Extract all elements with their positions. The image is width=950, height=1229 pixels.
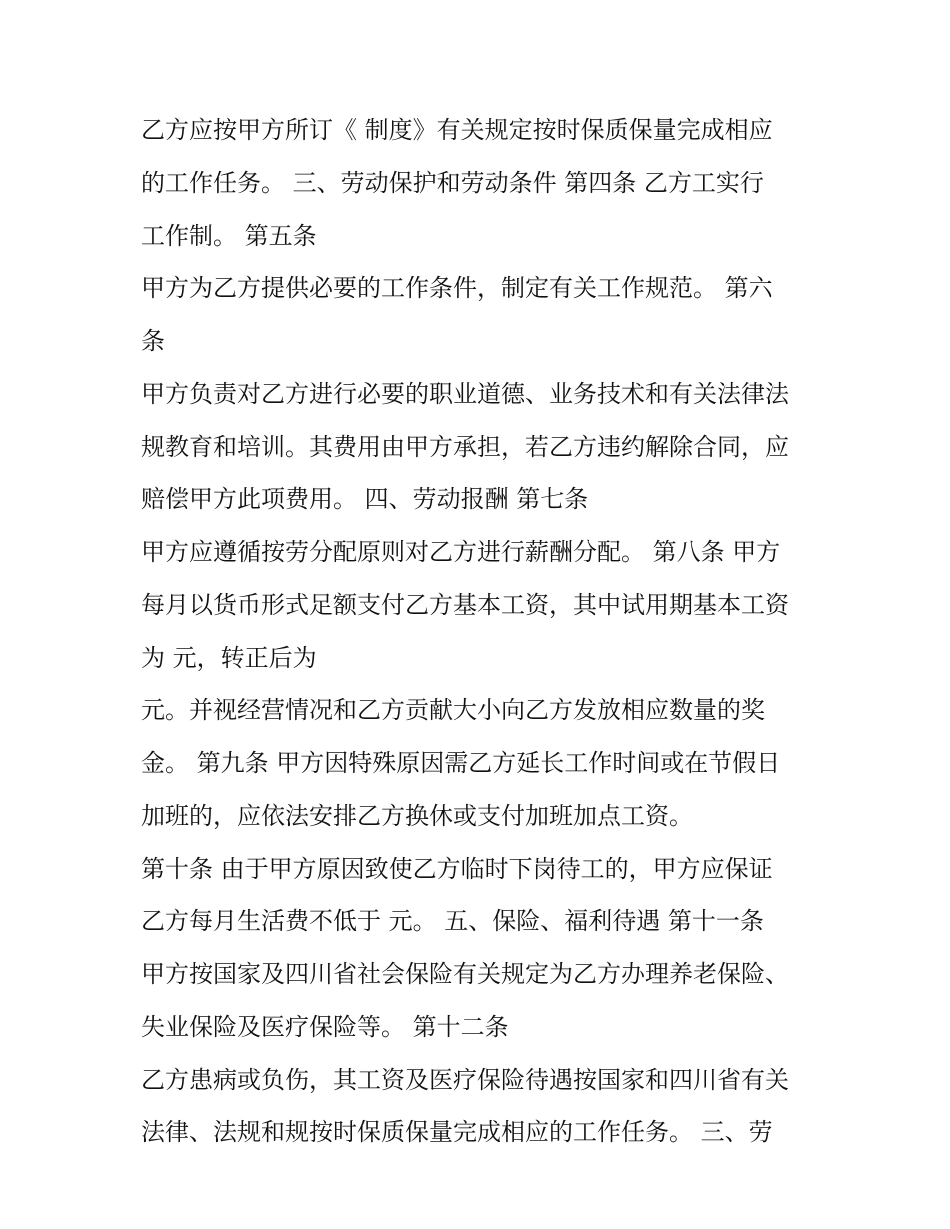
text-line: 规教育和培训。其费用由甲方承担，若乙方违约解除合同，应 [141, 432, 789, 461]
text-line: 乙方应按甲方所订《 制度》有关规定按时保质保量完成相应 [141, 116, 773, 144]
contract-text [141, 104, 831, 1159]
text-line: 的工作任务。 三、劳动保护和劳动条件 第四条 乙方工实行 [141, 168, 764, 197]
text-line: 加班的，应依法安排乙方换休或支付加班加点工资。 [141, 801, 693, 830]
text-line: 工作制。 第五条 [141, 221, 317, 250]
text-line: 为 元，转正后为 [141, 643, 317, 672]
text-line: 甲方按国家及四川省社会保险有关规定为乙方办理养老保险、 [141, 960, 789, 988]
text-line: 第十条 由于甲方原因致使乙方临时下岗待工的，甲方应保证 [141, 854, 773, 883]
text-line: 赔偿甲方此项费用。 四、劳动报酬 第七条 [141, 485, 589, 514]
text-line: 每月以货币形式足额支付乙方基本工资，其中试用期基本工资 [141, 590, 789, 619]
text-line: 条 [141, 327, 165, 355]
text-line: 甲方应遵循按劳分配原则对乙方进行薪酬分配。 第八条 甲方 [141, 538, 781, 566]
text-line: 乙方患病或负伤，其工资及医疗保险待遇按国家和四川省有关 [141, 1065, 789, 1094]
text-line: 失业保险及医疗保险等。 第十二条 [141, 1012, 509, 1041]
text-line: 金。 第九条 甲方因特殊原因需乙方延长工作时间或在节假日 [141, 749, 781, 777]
text-line: 元。并视经营情况和乙方贡献大小向乙方发放相应数量的奖 [141, 696, 765, 725]
text-line: 甲方为乙方提供必要的工作条件，制定有关工作规范。 第六 [141, 274, 773, 303]
text-line: 乙方每月生活费不低于 元。 五、保险、福利待遇 第十一条 [141, 907, 764, 936]
text-line: 甲方负责对乙方进行必要的职业道德、业务技术和有关法律法 [141, 379, 789, 408]
text-line: 法律、法规和规按时保质保量完成相应的工作任务。 三、劳 [141, 1118, 773, 1147]
